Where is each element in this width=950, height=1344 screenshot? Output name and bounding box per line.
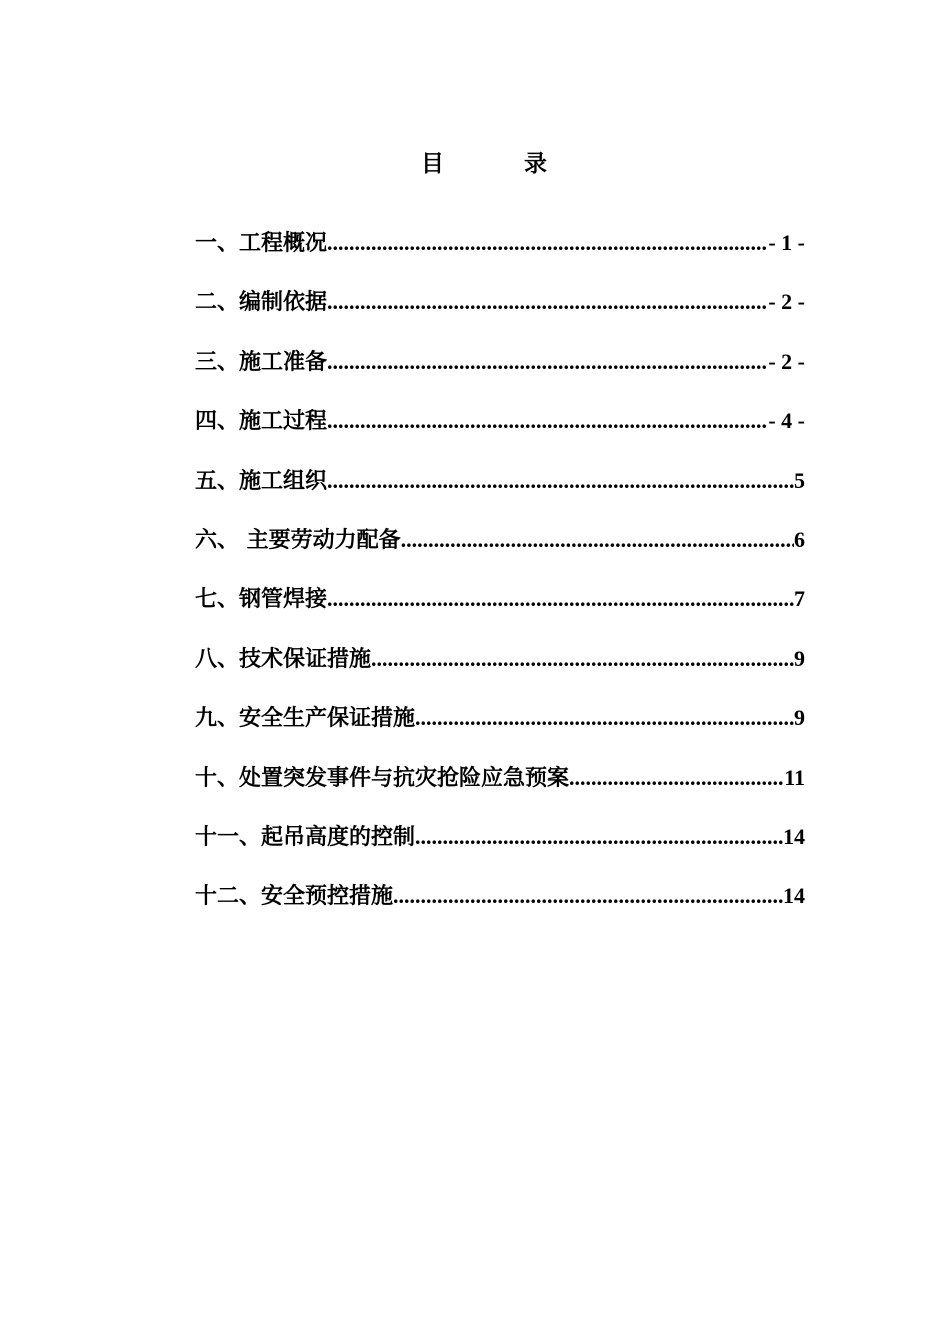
toc-leader-dots [415, 817, 783, 857]
toc-entry-label: 十一、起吊高度的控制 [195, 823, 416, 850]
toc-leader-dots [327, 401, 768, 441]
toc-entry[interactable] [195, 698, 805, 757]
toc-entry[interactable] [195, 758, 805, 817]
toc-entry[interactable] [195, 520, 805, 579]
toc-leader-dots [371, 639, 794, 679]
toc-entry-page: 5 [794, 467, 805, 493]
toc-entry-page: 9 [794, 645, 805, 671]
toc-entry-label: 十、处置突发事件与抗灾抢险应急预案 [195, 764, 570, 791]
toc-entry[interactable] [195, 817, 805, 876]
toc-entry-page: 7 [794, 586, 805, 612]
toc-entry-label: 八、技术保证措施 [195, 645, 372, 672]
toc-entry[interactable] [195, 461, 805, 520]
toc-entry-page: 9 [794, 705, 805, 731]
toc-entry[interactable] [195, 579, 805, 638]
toc-entry-page: 14 [783, 823, 805, 849]
toc-leader-dots [327, 282, 768, 322]
toc-entry-label: 六、 主要劳动力配备 [195, 526, 401, 553]
toc-entry-page: 11 [784, 764, 805, 790]
toc-leader-dots [569, 758, 784, 798]
toc-entry-label: 五、施工组织 [195, 467, 328, 494]
toc-entry-page: - 2 - [768, 348, 805, 374]
toc-leader-dots [401, 520, 794, 560]
toc-leader-dots [393, 876, 783, 916]
toc-entry-label: 三、施工准备 [195, 348, 328, 375]
toc-entry-label: 四、施工过程 [195, 408, 328, 435]
toc-entry-label: 九、安全生产保证措施 [195, 705, 416, 732]
toc-entry-label: 十二、安全预控措施 [195, 883, 394, 910]
toc-leader-dots [327, 223, 768, 263]
toc-leader-dots [327, 342, 768, 382]
toc-title: 目 录 [420, 150, 583, 177]
toc-entry[interactable] [195, 342, 805, 401]
toc-leader-dots [415, 698, 794, 738]
toc-entry-page: - 4 - [768, 408, 805, 434]
table-of-contents [195, 223, 805, 936]
toc-entry[interactable] [195, 876, 805, 935]
toc-entry-label: 七、钢管焊接 [195, 586, 328, 613]
toc-entry-label: 一、工程概况 [195, 230, 328, 256]
toc-entry[interactable] [195, 639, 805, 698]
toc-entry[interactable] [195, 223, 805, 282]
toc-entry-page: - 1 - [768, 230, 805, 255]
toc-entry-page: - 2 - [768, 289, 805, 315]
toc-leader-dots [327, 461, 794, 501]
toc-entry[interactable] [195, 401, 805, 460]
toc-leader-dots [327, 579, 794, 619]
toc-entry[interactable] [195, 282, 805, 341]
toc-entry-page: 14 [783, 883, 805, 909]
toc-entry-page: 6 [794, 526, 805, 552]
toc-entry-label: 二、编制依据 [195, 289, 328, 316]
